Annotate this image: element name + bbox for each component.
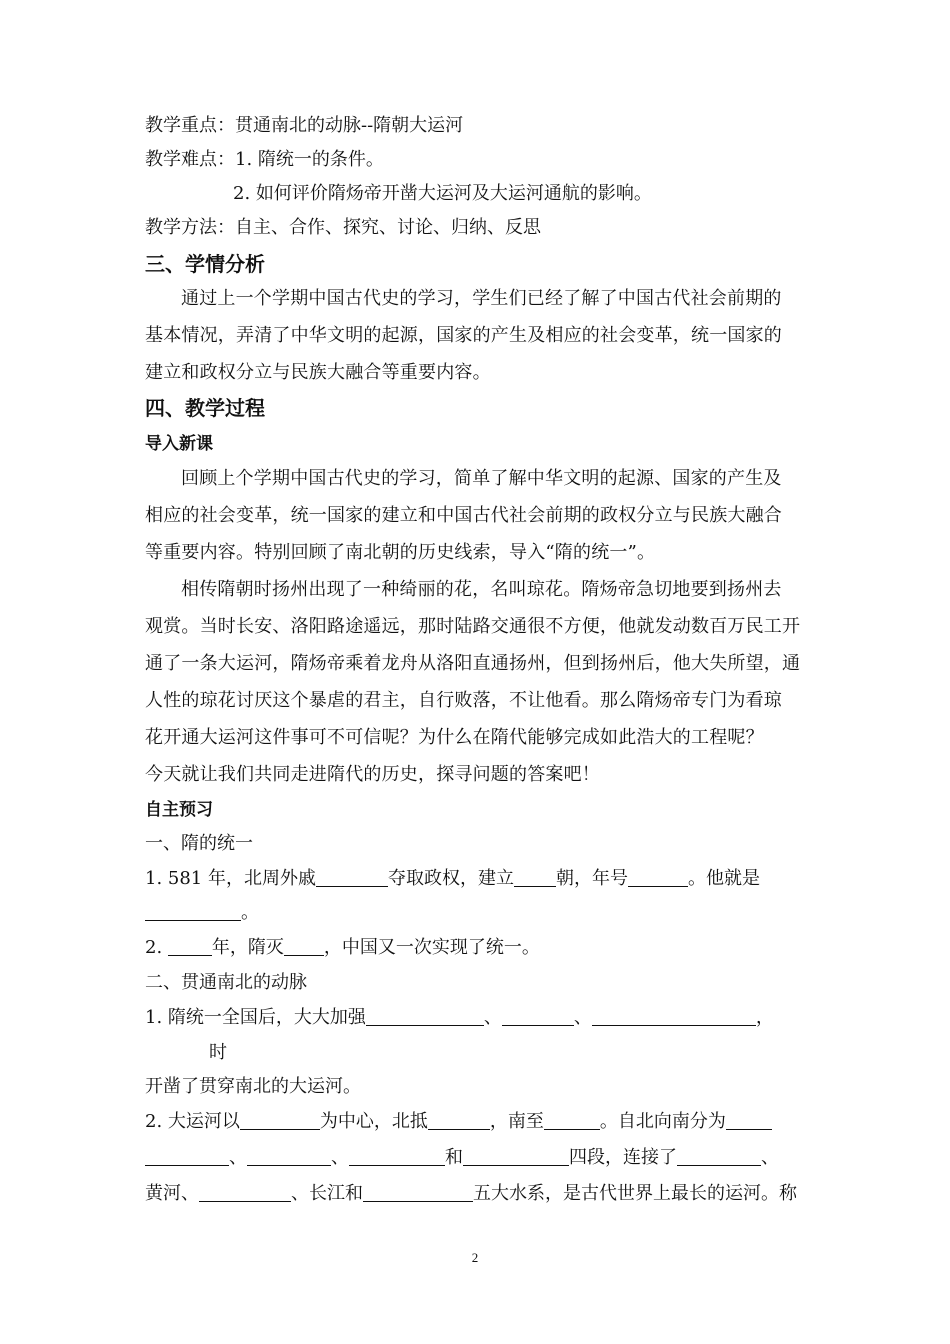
answer-blank[interactable] bbox=[349, 1147, 445, 1166]
question-4-text: 、 bbox=[229, 1147, 247, 1168]
question-1-text: 夺取政权，建立 bbox=[387, 868, 514, 889]
question-3-text: ， bbox=[755, 1007, 774, 1028]
answer-blank[interactable] bbox=[168, 937, 212, 956]
question-4-text: 为中心，北抵 bbox=[319, 1111, 428, 1132]
answer-blank[interactable] bbox=[502, 1007, 574, 1026]
question-3-text: 1. 隋统一全国后，大大加强 bbox=[145, 1007, 366, 1028]
intro-paragraph-1-line: 相应的社会变革，统一国家的建立和中国古代社会前期的政权分立与民族大融合 bbox=[145, 505, 782, 526]
section-3-line: 建立和政权分立与民族大融合等重要内容。 bbox=[145, 362, 491, 383]
question-4-text: 2. 大运河以 bbox=[145, 1111, 240, 1132]
question-2-text: 年，隋灭 bbox=[211, 937, 284, 958]
question-3-text: 、 bbox=[573, 1007, 592, 1028]
answer-blank[interactable] bbox=[463, 1147, 569, 1166]
answer-blank[interactable] bbox=[240, 1111, 320, 1130]
intro-paragraph-2-line: 通了一条大运河，隋炀帝乘着龙舟从洛阳直通扬州，但到扬州后，他大失所望，通 bbox=[145, 653, 801, 674]
question-1-continued bbox=[145, 901, 810, 925]
teaching-focus: 教学重点：贯通南北的动脉--隋朝大运河 bbox=[145, 115, 464, 136]
intro-paragraph-2-line: 观赏。当时长安、洛阳路途遥远，那时陆路交通很不方便，他就发动数百万民工开 bbox=[145, 616, 801, 637]
answer-blank[interactable] bbox=[726, 1111, 772, 1130]
intro-paragraph-1-line: 回顾上个学期中国古代史的学习，简单了解中华文明的起源、国家的产生及 bbox=[181, 468, 782, 489]
answer-blank[interactable] bbox=[145, 902, 241, 921]
question-2-text: ，中国又一次实现了统一。 bbox=[323, 937, 540, 958]
answer-blank[interactable] bbox=[145, 1147, 229, 1166]
answer-blank[interactable] bbox=[544, 1111, 600, 1130]
section-4-title: 四、教学过程 bbox=[145, 396, 265, 420]
question-3 bbox=[145, 1006, 810, 1030]
answer-blank[interactable] bbox=[592, 1007, 756, 1026]
question-4-text: 五大水系，是古代世界上最长的运河。称 bbox=[473, 1183, 797, 1204]
intro-paragraph-2-line: 花开通大运河这件事可不可信呢？为什么在隋代能够完成如此浩大的工程呢？ bbox=[145, 727, 764, 748]
question-1-text: 朝，年号 bbox=[555, 868, 628, 889]
question-4-text: 四段，连接了 bbox=[569, 1147, 677, 1168]
question-2-text: 2. bbox=[145, 937, 168, 958]
part-1-title: 一、隋的统一 bbox=[145, 833, 253, 854]
intro-heading: 导入新课 bbox=[145, 434, 213, 454]
question-1-text: 1. 581 年，北周外戚 bbox=[145, 868, 316, 889]
question-1-text: 。 bbox=[241, 902, 259, 923]
question-3-text: 、 bbox=[483, 1007, 502, 1028]
question-4-line-3 bbox=[145, 1182, 810, 1206]
question-3-time: 时 bbox=[209, 1042, 227, 1063]
answer-blank[interactable] bbox=[428, 1111, 490, 1130]
answer-blank[interactable] bbox=[677, 1147, 761, 1166]
section-3-line: 通过上一个学期中国古代史的学习，学生们已经了解了中国古代社会前期的 bbox=[181, 288, 782, 309]
part-2-title: 二、贯通南北的动脉 bbox=[145, 972, 307, 993]
question-1 bbox=[145, 867, 810, 891]
intro-paragraph-2-line: 相传隋朝时扬州出现了一种绮丽的花，名叫琼花。隋炀帝急切地要到扬州去 bbox=[181, 579, 782, 600]
question-4-text: 和 bbox=[445, 1147, 463, 1168]
teaching-difficulty-1: 教学难点：1. 隋统一的条件。 bbox=[145, 149, 384, 170]
answer-blank[interactable] bbox=[514, 868, 556, 887]
page-number: 2 bbox=[471, 1250, 479, 1265]
question-4-text: 、 bbox=[761, 1147, 779, 1168]
question-3-end: 开凿了贯穿南北的大运河。 bbox=[145, 1076, 361, 1097]
answer-blank[interactable] bbox=[284, 937, 324, 956]
intro-paragraph-1-line: 等重要内容。特别回顾了南北朝的历史线索，导入“隋的统一”。 bbox=[145, 542, 656, 563]
question-4 bbox=[145, 1110, 810, 1134]
answer-blank[interactable] bbox=[628, 868, 688, 887]
teaching-difficulty-2: 2. 如何评价隋炀帝开凿大运河及大运河通航的影响。 bbox=[233, 183, 652, 204]
question-4-text: 。自北向南分为 bbox=[599, 1111, 726, 1132]
teaching-method: 教学方法：自主、合作、探究、讨论、归纳、反思 bbox=[145, 217, 541, 238]
answer-blank[interactable] bbox=[366, 1007, 484, 1026]
section-3-title: 三、学情分析 bbox=[145, 252, 265, 276]
answer-blank[interactable] bbox=[316, 868, 388, 887]
answer-blank[interactable] bbox=[363, 1183, 473, 1202]
answer-blank[interactable] bbox=[247, 1147, 331, 1166]
answer-blank[interactable] bbox=[199, 1183, 291, 1202]
preview-heading: 自主预习 bbox=[145, 800, 213, 820]
question-4-text: 、长江和 bbox=[291, 1183, 363, 1204]
section-3-line: 基本情况，弄清了中华文明的起源，国家的产生及相应的社会变革，统一国家的 bbox=[145, 325, 782, 346]
question-2 bbox=[145, 936, 810, 960]
question-4-text: 黄河、 bbox=[145, 1183, 199, 1204]
question-4-text: ，南至 bbox=[489, 1111, 544, 1132]
intro-paragraph-2-line: 人性的琼花讨厌这个暴虐的君主，自行败落，不让他看。那么隋炀帝专门为看琼 bbox=[145, 690, 782, 711]
question-1-text: 。他就是 bbox=[687, 868, 760, 889]
intro-paragraph-2-line: 今天就让我们共同走进隋代的历史，探寻问题的答案吧！ bbox=[145, 764, 600, 785]
question-4-text: 、 bbox=[331, 1147, 349, 1168]
question-4-line-2 bbox=[145, 1146, 810, 1170]
